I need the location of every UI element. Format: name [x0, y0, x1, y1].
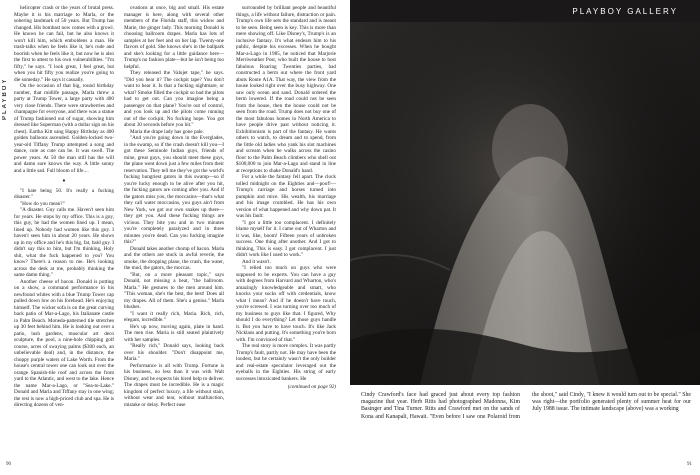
gallery-header-bar: [350, 0, 700, 22]
article-column-1: [14, 5, 114, 455]
article-paragraph: "I relied too much on guys who were supposed to be experts. You can have a guy with degrees from Harvard and Wharton, who's amazingly knowledgeable and smart, who knocks your socks off with credentials, know what I mean? And if he doesn't have touch, you're screwed. I was turning over too much of my business to guys like that. I figured, Why should I do everything? Let those guys handle it. But you have to have touch. It's like Jack Nicklaus and putting. It's something you're born with. I'm convinced of that.": [236, 265, 336, 343]
article-paragraph: "But, on a more pleasant topic," says Donald, not missing a beat, "the ballroom. Marla." He gestures to the men around him. "This woman, she's the best, the best! Does all my drapes. All of them. She's a genius." Marla blushes.: [124, 271, 224, 310]
article-paragraph: They released the Valujet tape," he says. "Did you hear it? The cockpit tape? You don't want to hear it. Is that a fucking nightmare, or what? Smoke filled the cockpit so bad the pilots had to get out. Can you imagine being a passenger on that plane? You're out of control, and you look up and the pilots come running out of the cockpit. No fucking hope. You got about 30 seconds before you hit.": [124, 70, 224, 128]
page-number-right: 91: [687, 462, 692, 467]
article-paragraph: And it wasn't.: [242, 258, 271, 265]
article-paragraph: "How do you mean?": [20, 200, 65, 207]
article-paragraph: "I want it really rich, Maria. Rich, rich, elegant, incredible.": [124, 310, 224, 323]
article-paragraph: "And you're going down in the Everglades, in the swamp, so if the crash doesn't kill you—I got these Seminole Indian guys, friends of mine, great guys, you should meet these guys, the plane went down just a few miles from their reservation. They tell me they've got the world's fucking hungriest gators in this swamp—so if you're lucky enough to be alive after you hit, the fucking gators are coming after you. And if the gators miss you, the moccasins—that's what they call water moccasins, you guys ain't from New York, we got our own snakes up there—they get you. And these fucking things are vicious. They bite you and in two minutes you're completely paralyzed and in three minutes you're dead. Can you fucking imagine this?": [124, 135, 224, 245]
article-paragraph: On the occasion of that big, round birthday number, that midlife passage, Marla threw a party at Trump Tower, a large party with 400 very close friends. There were strawberries and champagne for everyone, and there was a statue of Trump fashioned out of sugar, showing him dressed like Superman (with a dollar sign on his chest). Eartha Kitt sang Happy Birthday as 400 golden balloons ascended. Golden-locked two-year-old Tiffany Trump attempted a song and dance, cute as cute can be. It was swell. The power years. At 50 the man still has the will and damn sure knows the way. A little sunny and a little sad. Full bloom of life....: [14, 83, 114, 174]
continued-note: (continued on page 92): [287, 384, 336, 390]
article-paragraph: Another cheese of bacon. Donald is putting on a show, a command performance in his newfound whites with a blue Trump Tower cap pulled down low on his forehead. He's enjoying himself. The wicker sofa is on the great curving back patio of Mar-a-Lago, his Italianate castle in Palm Beach. Moneda-patterned tile stretches up 30 feet behind him. He is looking out over a patio, lush gardens, muscular art deco sculpture, the pool, a nine-hole chipping golf course, acres of swaying palms ($300 each, an unbelievable deal) and, in the distance, the choppy purple waters of Lake Worth. From the house's central tower one can look out over the orange Spanish-tile roof and across the front yard to the Atlantic, and west to the lake. Hence the name Mar-a-Lago, or "Sea-to-Lake." Donald and Marla and Tiffany stay in one wing; the rest is now a high-priced club and spa. He is directing dozens of ven-: [14, 278, 114, 408]
article-paragraph: He's up now, moving again, plate in hand. The men rise. Maria is still seated plaintively with her samples.: [124, 323, 224, 343]
right-page: [350, 0, 700, 475]
page-number-left: 90: [6, 462, 11, 467]
article-paragraph: "Really rich," Donald says, looking back over his shoulder. "Don't disappoint me, Maria.": [124, 343, 224, 362]
gallery-photo: [350, 0, 700, 385]
photo-caption: Cindy Crawford's face had graced just about every top fashion magazine that year. Herb Ritts had photographed Madonna, Kim Basinger and Tina Turner. Ritts and Crawford met on the sands of Kona and Kanapali, Hawaii. "Even before I saw one Polaroid from the shoot," said Cindy, "I knew it would turn out to be special." She was right—the portfolio generated plenty of summer heat for our July 1988 issue. The intimate landscape (above) was a working: [361, 392, 691, 420]
article-paragraph: Maria the drape lady has gone pale.: [130, 128, 204, 135]
article-paragraph: The real story is more complex. It was partly Trump's fault, partly not. He may have been the loudest, but he certainly wasn't the only builder and real-estate speculator leveraged out the eyeballs in the Eighties. His string of early successes intoxicated bankers. He: [236, 343, 336, 382]
article-column-3: [236, 5, 336, 455]
article-paragraph: "I hate being 50. It's really a fucking disaster.": [14, 187, 114, 200]
article-paragraph: "A disaster. Guy calls me. Haven't seen him for years. He stops by my office. This is a guy, this guy, he had the women lined up. I mean, lined up. Nobody had women like this guy. I haven't seen him in about 20 years. He shows up in my office and he's this big, fat, bald guy. I didn't say this to him, but I'm thinking, Holy shit, what the fuck happened to you? You know? There's a reason to me. He's looking across the desk at me, probably thinking the same damn thing.": [14, 207, 114, 278]
section-separator: ♦: [62, 178, 66, 184]
magazine-tab: PLAYBOY: [2, 77, 8, 120]
article-paragraph: "I got a little too complacent. I definitely blame myself for it. I came out of Wharton and it was, like, boom! Fifteen years of unbroken success. One thing after another. And I got to thinking, This is easy. I got complacent. I just didn't work like I used to work.": [236, 219, 336, 258]
article-paragraph: surrounded by brilliant people and beautiful things, a life without failure, distraction or pain. Trump's own life sets the standard and is meant to be seen. Being seen is key. This is more than mere showing off. Like Disney's, Trump's is an inclusive fantasy. It's what endears him to his public, despite his excesses. When he bought Mar-a-Lago in 1985, he noticed that Marjorie Merriweather Post, who built the house to host fabulous Roaring Twenties parties, had constructed a berm out where the front yard abuts Route A1A. That way, the view from the house looked right over the busy highway. One saw only ocean and sand. Donald ordered the berm lowered. If the road could not be seen from the house, then the house could not be seen from the road. Trump does not buy one of the most fabulous homes in North America to have people drive past without noticing it. Exhibitionism is part of the fantasy. He wants others to watch, to dream and to spend, from the little old ladies who yank his slot machines and scream when he walks across the casino floor to the Palm Beach climbers who shell out $100,000 to join Mar-a-Lago and stand in line at receptions to shake Donald's hand.: [236, 5, 336, 174]
article-paragraph: helicopter crash or the years of brutal press. Maybe it is his marriage to Marla, or the sobering landmark of 50 years. But Trump has changed. His bombast now comes with a growl. He knows he can fail, but he also knows it won't kill him, which emboldens a man. He trash-talks when he feels like it, he's rude and boorish when he feels like it, but now he is also the first to attest to his own vulnerabilities. "I'm fifty," he says. "I look great, I feel great, but when you hit fifty you realize you're going to die someday." He says it casually.: [14, 5, 114, 83]
article-paragraph: Performance is all with Trump. Fortune is his business, no less than it was with Walt Disney, and he expects his hired help to deliver. The drapes must be incredible. He is a magic kingdom of perfect luxury, a life without stain, without wear and tear, without malfunction, mistake or delay. Perfect ease: [124, 362, 224, 408]
article-paragraph: For a while the fantasy fell apart. The clock tolled midnight on the Eighties and—poof!—Trump's carriage and horses turned into pumpkin and mice. His wealth, his marriage and his image crumbled. He has his own version of what happened and why down pat. It was his fault:: [236, 174, 336, 219]
photo-artwork: [350, 0, 700, 385]
article-paragraph: ovations at once, big and small. His estate manager is here, along with several other members of the Florida staff, this widow and Marie, the ginger lady. This morning Donald is choosing ballroom drapes. Marla has lots of samples at her feet and on her lap. Twenty-one flavors of gold. She knows she's in the ballpark and she's looking for a little guidance here—Trump's no fashion plate—but he isn't being too helpful.: [124, 5, 224, 70]
article-column-2: [124, 5, 224, 455]
article-paragraph: Donald takes another chomp of bacon. Marla and the others are stuck in awful reverie, the smoke, the dropping plane, the crash, the water, the mud, the gators, the moccas.: [124, 245, 224, 271]
gallery-title: PLAYBOY GALLERY: [572, 7, 678, 16]
